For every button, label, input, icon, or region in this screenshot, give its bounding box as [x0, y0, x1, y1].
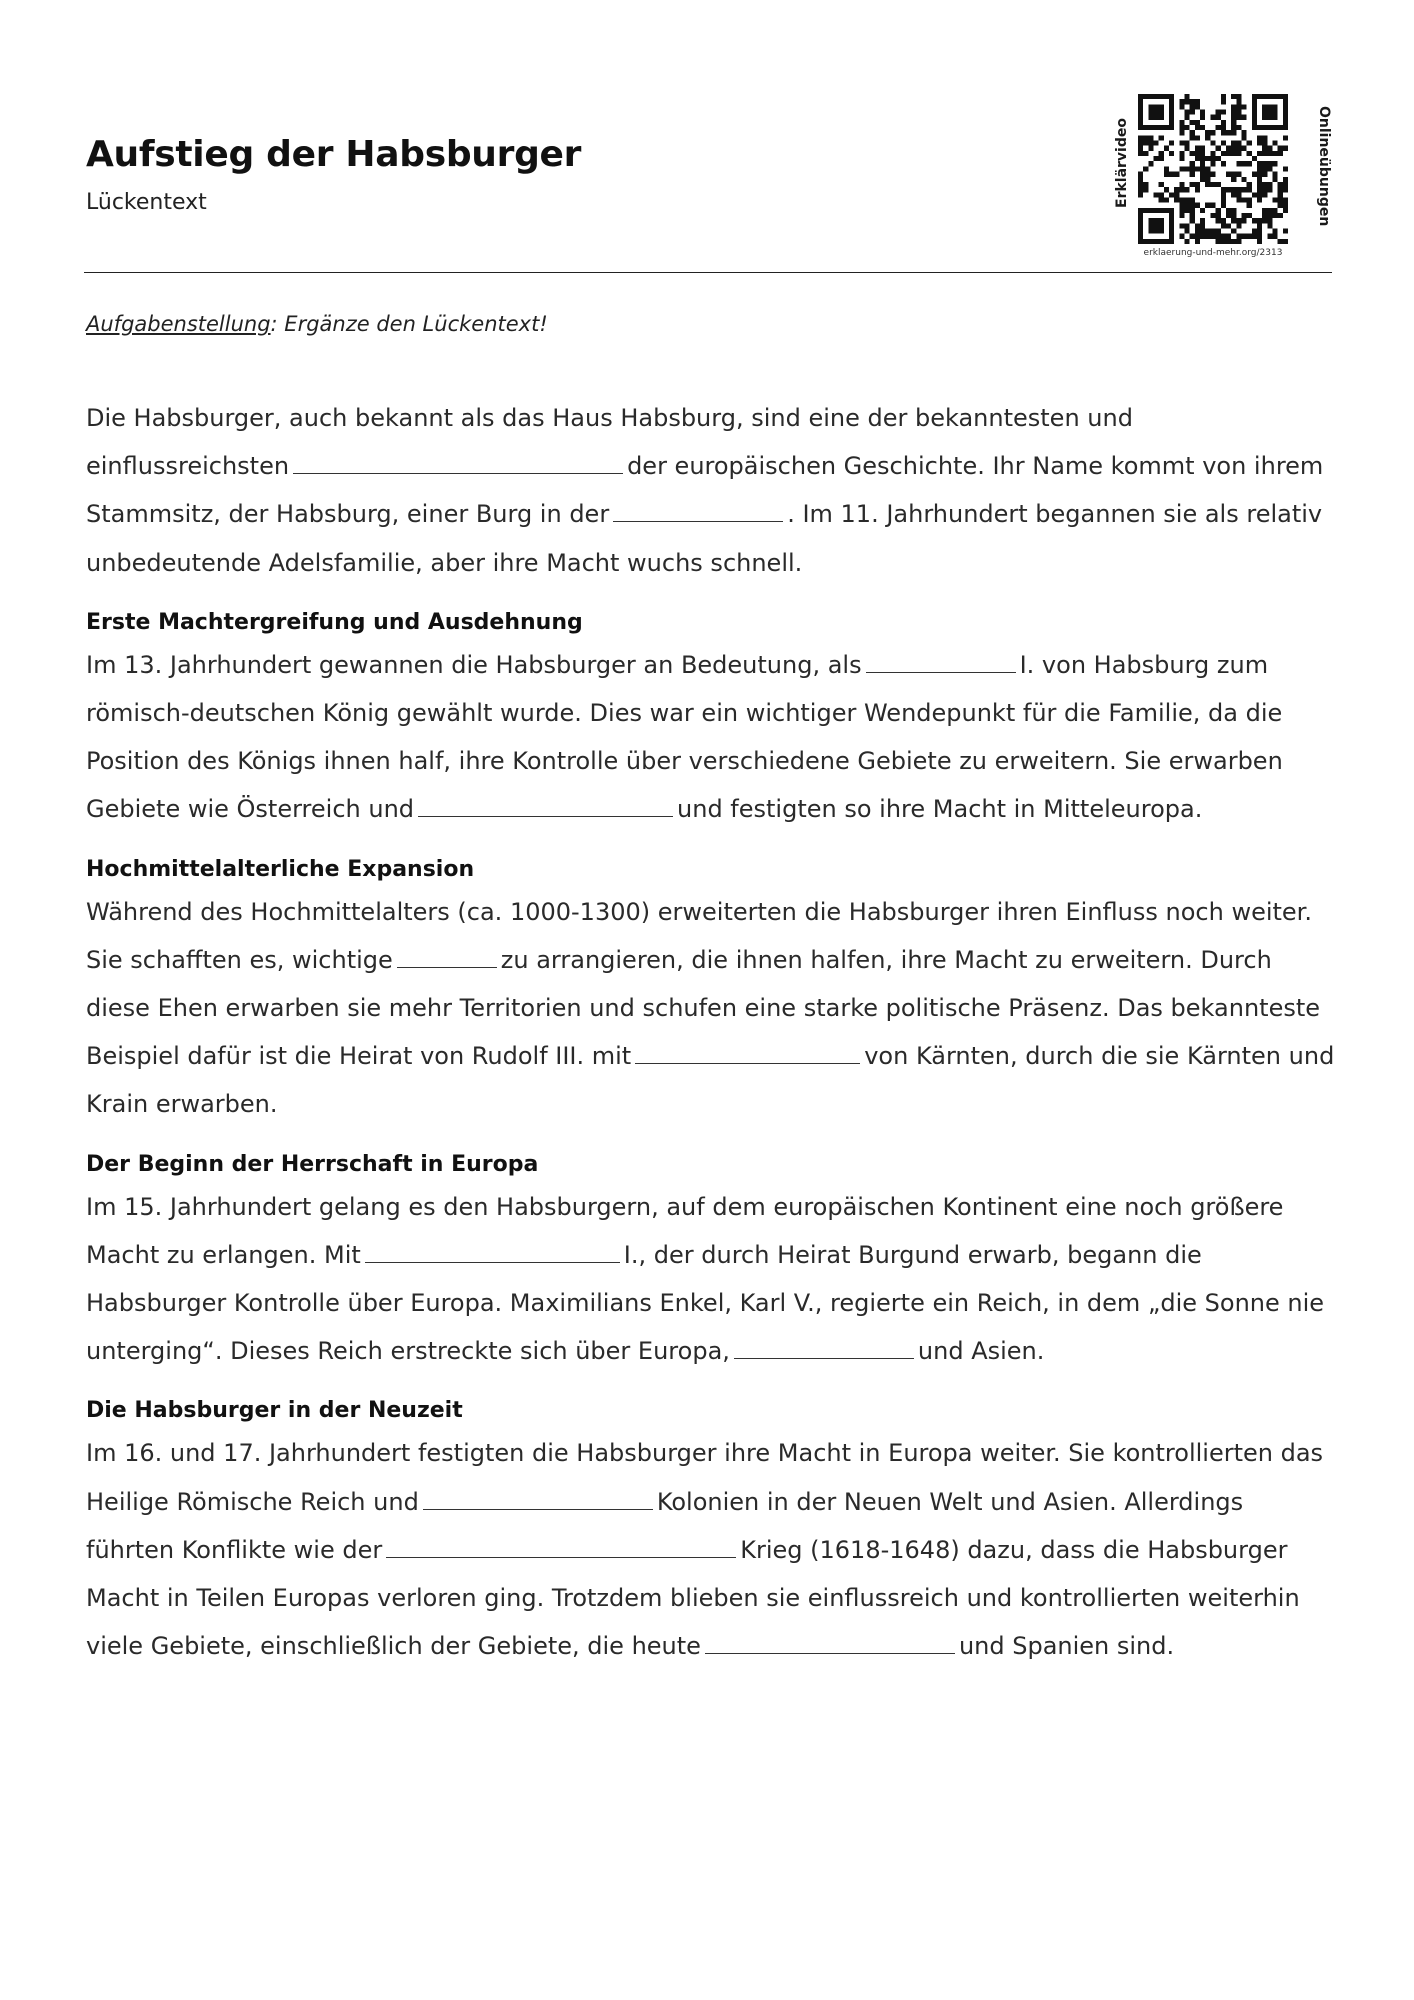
section-paragraph	[86, 1183, 1336, 1376]
text-run: von Kärnten, durch die sie Kärnten und Krain erwarben.	[86, 1042, 1335, 1119]
section-paragraph	[86, 641, 1336, 834]
blank-field[interactable]	[386, 1532, 736, 1558]
page-title: Aufstieg der Habsburger	[86, 134, 582, 175]
text-run: und festigten so ihre Macht in Mitteleuropa.	[677, 795, 1203, 824]
section-heading: Erste Machtergreifung und Ausdehnung	[86, 609, 583, 635]
section-heading: Die Habsburger in der Neuzeit	[86, 1398, 463, 1424]
qr-label-exercises[interactable]: Onlineübungen	[1316, 106, 1332, 227]
header-divider	[84, 272, 1332, 273]
qr-code-icon[interactable]	[1138, 94, 1288, 244]
blank-field[interactable]	[293, 448, 623, 474]
text-run: Die Habsburger, auch bekannt als das Haus Habsburg, sind eine der bekanntesten und einflussreichsten	[86, 404, 1133, 481]
blank-field[interactable]	[397, 942, 497, 968]
qr-url[interactable]: erklaerung-und-mehr.org/2313	[1143, 248, 1283, 258]
text-run: I. von Habsburg zum römisch-deutschen König gewählt wurde. Dies war ein wichtiger Wendepunkt für die Familie, da die Position des Königs ihnen half, ihre Kontrolle über verschiedene Gebiete zu erweitern. Sie erwarben Gebiete wie Österreich und	[86, 650, 1283, 824]
task-text: : Ergänze den Lückentext!	[270, 312, 548, 336]
task-label: Aufgabenstellung	[86, 312, 271, 336]
section-heading: Hochmittelalterliche Expansion	[86, 856, 475, 882]
blank-field[interactable]	[635, 1038, 860, 1064]
text-run: Während des Hochmittelalters (ca. 1000-1300) erweiterten die Habsburger ihren Einfluss noch weiter. Sie schafften es, wichtige	[86, 897, 1312, 974]
blank-field[interactable]	[365, 1237, 620, 1263]
section-paragraph	[86, 1429, 1336, 1670]
qr-label-video[interactable]: Erklärvideo	[1114, 118, 1130, 208]
blank-field[interactable]	[734, 1333, 914, 1359]
blank-field[interactable]	[418, 791, 673, 817]
text-run: Krieg (1618-1648) dazu, dass die Habsburger Macht in Teilen Europas verloren ging. Trotzdem blieben sie einflussreich und kontrollierten weiterhin viele Gebiete, einschließlich der Gebiete, die heute	[86, 1535, 1300, 1661]
blank-field[interactable]	[423, 1483, 653, 1509]
text-run: . Im 11. Jahrhundert begannen sie als relativ unbedeutende Adelsfamilie, aber ihre Macht wuchs schnell.	[86, 500, 1323, 577]
text-run: der europäischen Geschichte. Ihr Name kommt von ihrem Stammsitz, der Habsburg, einer Burg in der	[86, 452, 1324, 529]
blank-field[interactable]	[705, 1628, 955, 1654]
blank-field[interactable]	[866, 647, 1016, 673]
text-run: und Asien.	[917, 1337, 1045, 1366]
page-subtitle: Lückentext	[86, 190, 207, 215]
text-run: Kolonien in der Neuen Welt und Asien. Allerdings führten Konflikte wie der	[86, 1487, 1244, 1564]
text-run: Im 16. und 17. Jahrhundert festigten die Habsburger ihre Macht in Europa weiter. Sie kontrollierten das Heilige Römische Reich und	[86, 1439, 1324, 1516]
text-run: Im 15. Jahrhundert gelang es den Habsburgern, auf dem europäischen Kontinent eine noch größere Macht zu erlangen. Mit	[86, 1192, 1284, 1269]
intro-paragraph	[86, 394, 1336, 587]
text-run: Im 13. Jahrhundert gewannen die Habsburger an Bedeutung, als	[86, 650, 862, 679]
text-run: I., der durch Heirat Burgund erwarb, begann die Habsburger Kontrolle über Europa. Maximilians Enkel, Karl V., regierte ein Reich, in dem „die Sonne nie unterging“. Dieses Reich erstreckte sich über Europa,	[86, 1240, 1325, 1366]
qr-block	[1100, 88, 1340, 264]
blank-field[interactable]	[613, 496, 783, 522]
section-paragraph	[86, 888, 1336, 1129]
text-run: und Spanien sind.	[958, 1632, 1175, 1661]
section-heading: Der Beginn der Herrschaft in Europa	[86, 1151, 539, 1177]
text-run: zu arrangieren, die ihnen halfen, ihre Macht zu erweitern. Durch diese Ehen erwarben sie mehr Territorien und schufen eine starke politische Präsenz. Das bekannteste Beispiel dafür ist die Heirat von Rudolf III. mit	[86, 945, 1321, 1071]
cloze-text	[86, 394, 1336, 1670]
task-instruction	[86, 312, 548, 336]
